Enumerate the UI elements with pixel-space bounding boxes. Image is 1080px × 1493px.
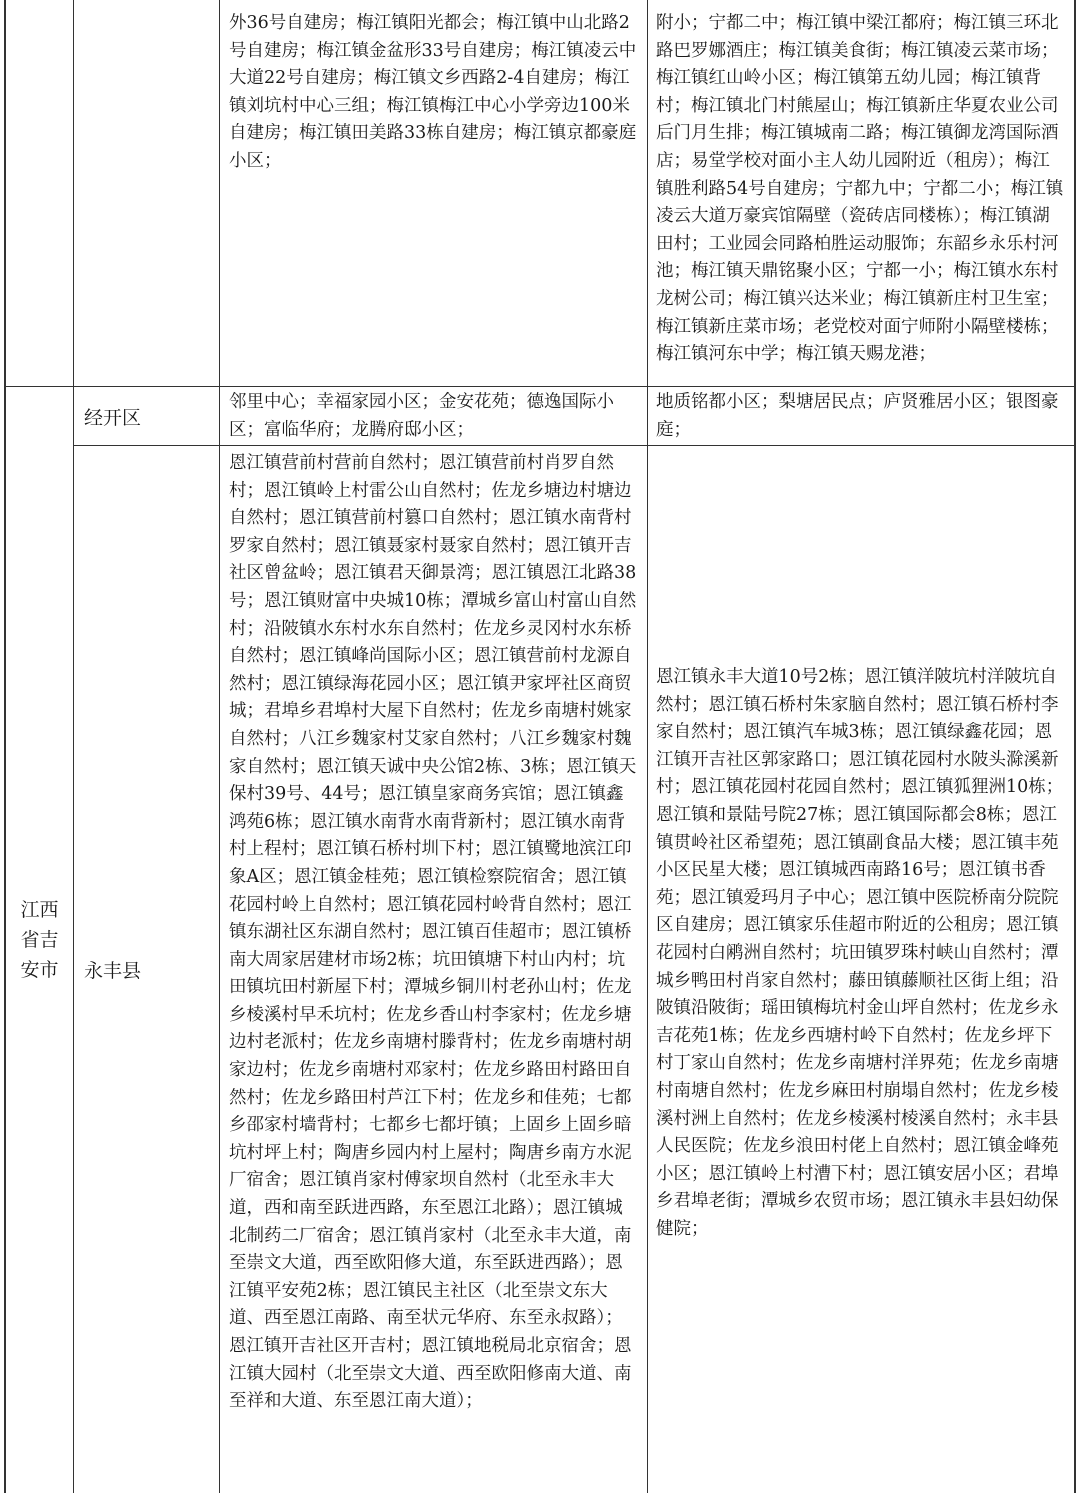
jingkai-col3-text: 邻里中心；幸福家园小区；金安花苑；德逸国际小区；富临华府；龙腾府邸小区； (229, 392, 614, 440)
table-border-row2 (73, 445, 1076, 446)
city-label: 江西省吉安市 (20, 899, 59, 981)
district-label-yongfeng: 永丰县 (84, 960, 142, 982)
yongfeng-col4-text: 恩江镇永丰大道10号2栋；恩江镇洋陂坑村洋陂坑自然村；恩江镇石桥村朱家脑自然村；恩江镇石桥村李家自然村；恩江镇汽车城3栋；恩江镇绿鑫花园；恩江镇开吉社区郭家路口；恩江镇花园村水陂头滁溪新村；恩江镇花园村花园自然村；恩江镇狐狸洲10栋；恩江镇和景陆号院27栋；恩江镇国际都会8栋；恩江镇贯岭社区希望苑；恩江镇副食品大楼；恩江镇丰苑小区民星大楼；恩江镇城西南路16号；恩江镇书香苑；恩江镇爱玛月子中心；恩江镇中医院桥南分院院区自建房；恩江镇家乐佳超市附近的公租房；恩江镇花园村白鹇洲自然村；坑田镇罗珠村峡山自然村；潭城乡鸭田村肖家自然村；藤田镇藤顺社区街上组；沿陂镇沿陂街；瑶田镇梅坑村金山坪自然村；佐龙乡永吉花苑1栋；佐龙乡西塘村岭下自然村；佐龙乡坪下村丁家山自然村；佐龙乡南塘村洋界苑；佐龙乡南塘村南塘自然村；佐龙乡麻田村崩塌自然村；佐龙乡棱溪村洲上自然村；佐龙乡棱溪村棱溪自然村；永丰县人民医院；佐龙乡浪田村佬上自然村；恩江镇金峰苑小区；恩江镇岭上村漕下村；恩江镇安居小区；君埠乡君埠老街；潭城乡农贸市场；恩江镇永丰县妇幼保健院； (656, 667, 1064, 1239)
yongfeng-col3-text: 恩江镇营前村营前自然村；恩江镇营前村肖罗自然村；恩江镇岭上村雷公山自然村；佐龙乡塘边村塘边自然村；恩江镇营前村篡口自然村；恩江镇水南背村罗家自然村；恩江镇聂家村聂家自然村；恩江镇开吉社区曾盆岭；恩江镇君天御景湾；恩江镇恩江北路38号；恩江镇财富中央城10栋；潭城乡富山村富山自然村；沿陂镇水东村水东自然村；佐龙乡灵冈村水东桥自然村；恩江镇峰尚国际小区；恩江镇营前村龙源自然村；恩江镇绿海花园小区；恩江镇尹家坪社区商贸城；君埠乡君埠村大屋下自然村；佐龙乡南塘村姚家自然村；八江乡魏家村艾家自然村；八江乡魏家村魏家自然村；恩江镇天诚中央公馆2栋、3栋；恩江镇天保村39号、44号；恩江镇皇家商务宾馆；恩江镇鑫鸿苑6栋；恩江镇水南背水南背新村；恩江镇水南背村上程村；恩江镇石桥村圳下村；恩江镇鹭地滨江印象A区；恩江镇金桂苑；恩江镇检察院宿舍；恩江镇花园村岭上自然村；恩江镇花园村岭背自然村；恩江镇东湖社区东湖自然村；恩江镇百佳超市；恩江镇桥南大周家居建材市场2栋；坑田镇塘下村山内村；坑田镇坑田村新屋下村；潭城乡铜川村老孙山村；佐龙乡棱溪村早禾坑村；佐龙乡香山村李家村；佐龙乡塘边村老派村；佐龙乡南塘村滕背村；佐龙乡南塘村胡家边村；佐龙乡南塘村邓家村；佐龙乡路田村路田自然村；佐龙乡路田村芦江下村；佐龙乡和佳苑；七都乡邵家村墙背村；七都乡七都圩镇；上固乡上固乡暗坑村坪上村；陶唐乡园内村上屋村；陶唐乡南方水泥厂宿舍；恩江镇肖家村傅家坝自然村（北至永丰大道，西和南至跃进西路，东至恩江北路）；恩江镇城北制药二厂宿舍；恩江镇肖家村（北至永丰大道，南至崇文大道，西至欧阳修大道，东至跃进西路）；恩江镇平安苑2栋；恩江镇民主社区（北至崇文东大道、西至恩江南路、南至状元华府、东至永叔路）；恩江镇开吉社区开吉村；恩江镇地税局北京宿舍；恩江镇大园村（北至崇文大道、西至欧阳修南大道、南至祥和大道、东至恩江南大道）； (229, 453, 637, 1412)
district-label-jingkai: 经开区 (84, 406, 142, 429)
table-border-col3 (647, 0, 648, 1493)
jingkai-col4-text: 地质铭都小区；梨塘居民点；庐贤雅居小区；银图豪庭； (656, 392, 1059, 440)
top-row-col3-text: 外36号自建房；梅江镇阳光都会；梅江镇中山北路2号自建房；梅江镇金盆形33号自建房；梅江镇凌云中大道22号自建房；梅江镇文乡西路2-4自建房；梅江镇刘坑村中心三组；梅江镇梅江中心小学旁边100米自建房；梅江镇田美路33栋自建房；梅江镇京都豪庭小区； (229, 13, 637, 171)
top-row-col4-text: 附小；宁都二中；梅江镇中梁江都府；梅江镇三环北路巴罗娜酒庄；梅江镇美食街；梅江镇凌云菜市场；梅江镇红山岭小区；梅江镇第五幼儿园；梅江镇背村；梅江镇北门村熊屋山；梅江镇新庄华夏农业公司后门月生排；梅江镇城南二路；梅江镇御龙湾国际酒店；易堂学校对面小主人幼儿园附近（租房）；梅江镇胜利路54号自建房；宁都九中；宁都二小；梅江镇凌云大道万豪宾馆隔壁（瓷砖店同楼栋）；梅江镇湖田村；工业园会同路柏胜运动服饰；东韶乡永乐村河池；梅江镇天鼎铭聚小区；宁都一小；梅江镇水东村龙树公司；梅江镇兴达米业；梅江镇新庄村卫生室；梅江镇新庄菜市场；老党校对面宁师附小隔壁楼栋；梅江镇河东中学；梅江镇天赐龙港； (656, 13, 1064, 365)
table-border-right (1074, 0, 1076, 1493)
table-border-col2 (219, 0, 220, 1493)
